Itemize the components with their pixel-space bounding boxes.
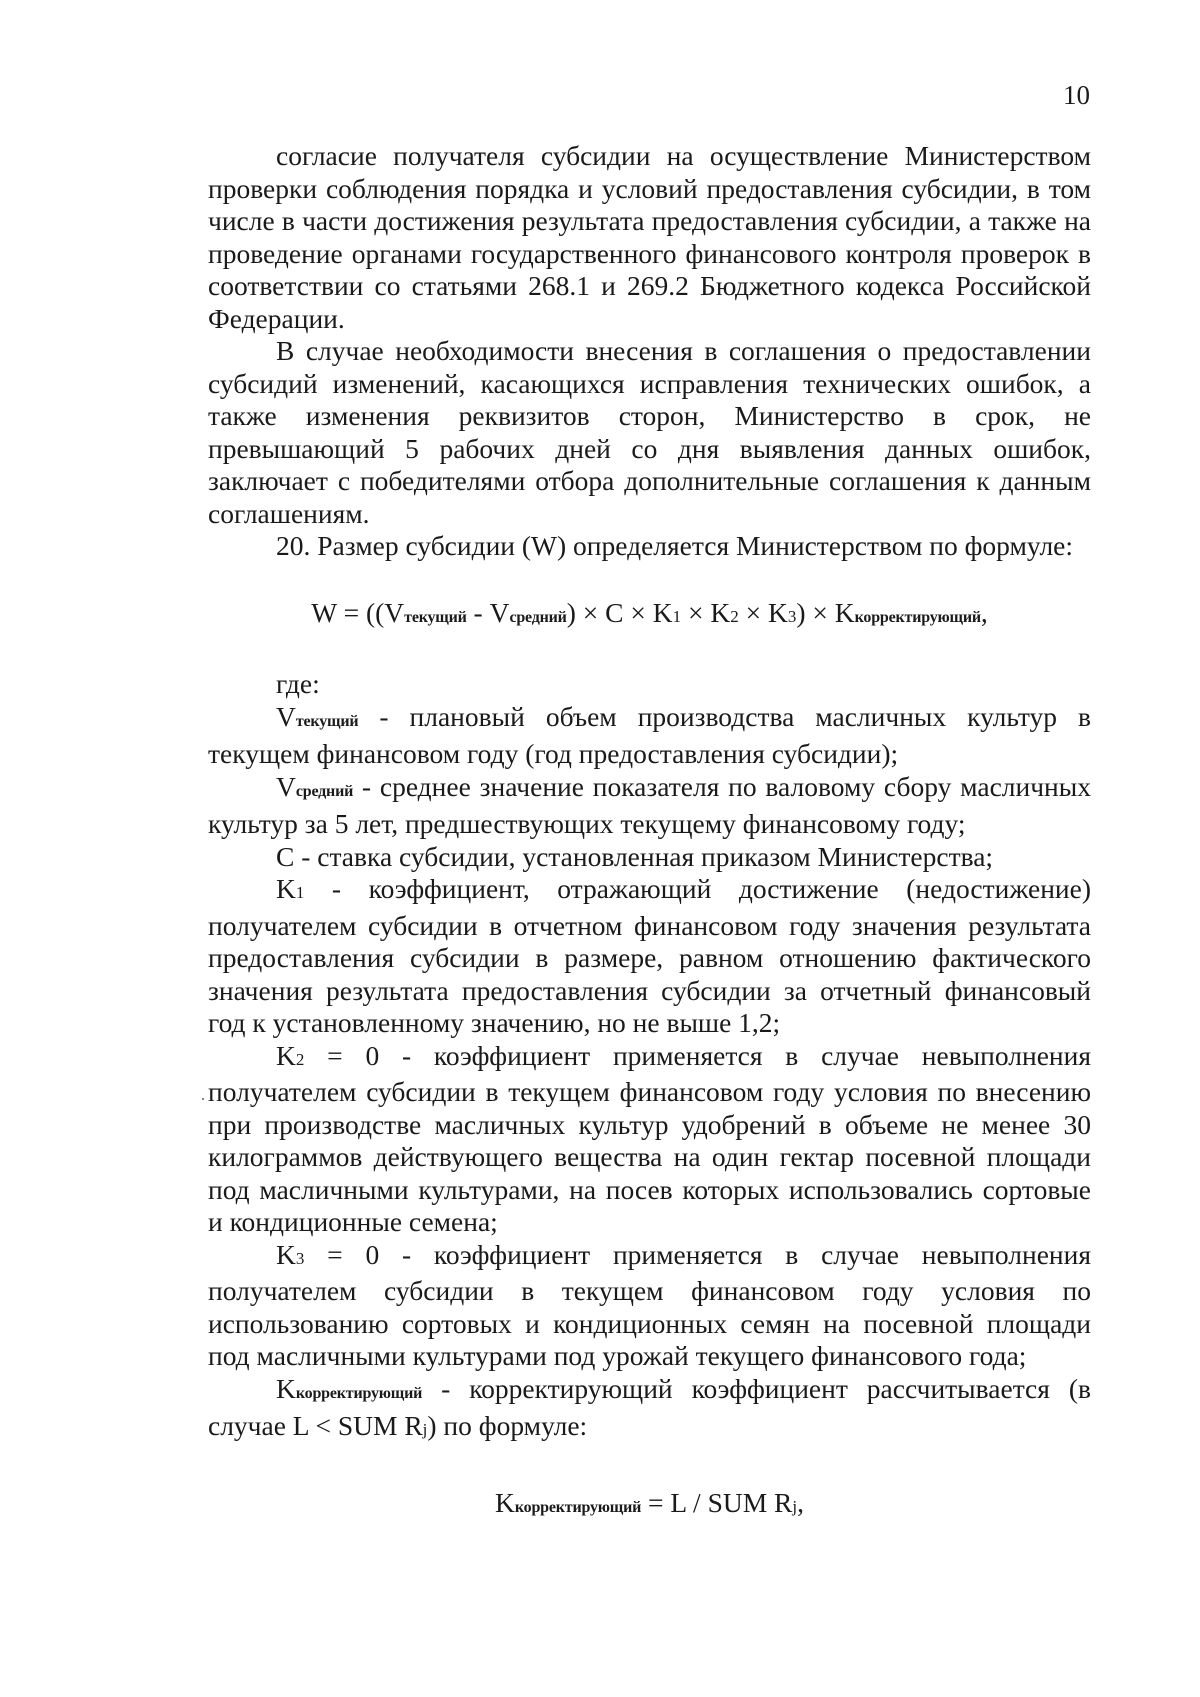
k1-symbol: K (276, 873, 296, 904)
formula-k1-index: 1 (672, 606, 682, 626)
paragraph-subsidy-size: 20. Размер субсидии (W) определяется Министерством по формуле: (276, 530, 1074, 561)
k2-text: = 0 - коэффициент применяется в случае невыполнения получателем субсидии в текущем финансовом году условия по внесению при производстве масличных культур удобрений в объеме не менее 30 килограммов действующего вещества на один гектар посевной площади под масличными культурами, на посев которых использовались сортовые и кондиционные семена; (208, 1039, 1091, 1237)
k2-symbol: K (276, 1039, 296, 1071)
formula2-tail: , (797, 1486, 804, 1518)
k1-subscript: 1 (295, 883, 305, 902)
page-number: 10 (1063, 80, 1090, 110)
formula-minus: - V (466, 596, 510, 628)
formula-lhs: W = ((V (311, 596, 405, 628)
definition-c: C - ставка субсидии, установленная приказом Министерства; (276, 840, 994, 872)
paragraph-amendments: В случае необходимости внесения в соглашения о предоставлении субсидий изменений, касающихся исправления технических ошибок, а также изменения реквизитов сторон, Министерство в срок, не превышающий 5 рабочих дней со дня выявления данных ошибок, заключает с победителями отбора дополнительные соглашения к данным соглашениям. (208, 335, 1091, 529)
formula2-symbol: K (495, 1486, 515, 1518)
scan-speck (202, 1098, 204, 1100)
k-correcting-tail: ) по формуле: (427, 1410, 588, 1441)
k2-subscript: 2 (295, 1049, 305, 1069)
formula-sub-average: средний (509, 608, 567, 626)
definition-v-average (208, 771, 1091, 841)
definition-k2 (208, 1040, 1091, 1239)
formula-mid: ) × C × K (566, 596, 673, 628)
k-correcting-symbol: K (276, 1372, 296, 1404)
k1-text: - коэффициент, отражающий достижение (недостижение) получателем субсидии в отчетном финансовом году значения результата предоставления субсидии в размере, равном отношению фактического значения результата предоставления субсидии за отчетный финансовый год к установленному значению, но не выше 1,2; (208, 873, 1091, 1038)
v-average-subscript: средний (295, 782, 354, 800)
definition-v-current (208, 701, 1091, 771)
formula2-rhs: = L / SUM R (641, 1486, 793, 1518)
k3-subscript: 3 (295, 1248, 305, 1268)
formula-x1: × K (681, 596, 731, 628)
k-correcting-subscript: корректирующий (295, 1384, 423, 1402)
k-correcting-j-index: j (422, 1420, 428, 1439)
k-correcting-text: - корректирующий коэффициент рассчитывается (в случае L < SUM R (208, 1372, 1091, 1441)
formula-subsidy (208, 597, 1091, 635)
formula-sub-correcting: корректирующий (854, 608, 981, 626)
v-current-subscript: текущий (295, 712, 359, 730)
v-current-text: - плановый объем производства масличных культур в текущем финансовом году (год предоставления субсидии); (208, 700, 1091, 769)
formula-correcting (208, 1487, 1091, 1525)
definition-k3 (208, 1239, 1091, 1373)
where-label: где: (276, 668, 320, 699)
formula-end: ) × K (796, 596, 855, 628)
formula-k2-index: 2 (730, 606, 739, 626)
formula2-j-index: j (792, 1496, 798, 1516)
formula-k3-index: 3 (787, 606, 797, 626)
v-average-text: - среднее значение показателя по валовому сбору масличных культур за 5 лет, предшествующих текущему финансовому году; (208, 770, 1091, 839)
formula-x2: × K (738, 596, 788, 628)
formula-tail: , (980, 596, 988, 628)
k3-symbol: K (276, 1238, 296, 1270)
k3-text: = 0 - коэффициент применяется в случае невыполнения получателем субсидии в текущем финансовом году условия по использованию сортовых и кондиционных семян на посевной площади под масличными культурами под урожай текущего финансового года; (208, 1238, 1091, 1371)
v-average-symbol: V (276, 770, 296, 802)
formula-sub-current: текущий (404, 608, 467, 626)
definition-k-correcting (208, 1373, 1091, 1447)
document-body (208, 140, 1091, 1524)
formula2-subscript: корректирующий (514, 1498, 642, 1516)
definition-k1 (208, 873, 1091, 1040)
paragraph-consent: согласие получателя субсидии на осуществление Министерством проверки соблюдения порядка и условий предоставления субсидии, в том числе в части достижения результата предоставления субсидии, а также на проведение органами государственного финансового контроля проверок в соответствии со статьями 268.1 и 269.2 Бюджетного кодекса Российской Федерации. (208, 140, 1091, 334)
v-current-symbol: V (276, 700, 296, 732)
